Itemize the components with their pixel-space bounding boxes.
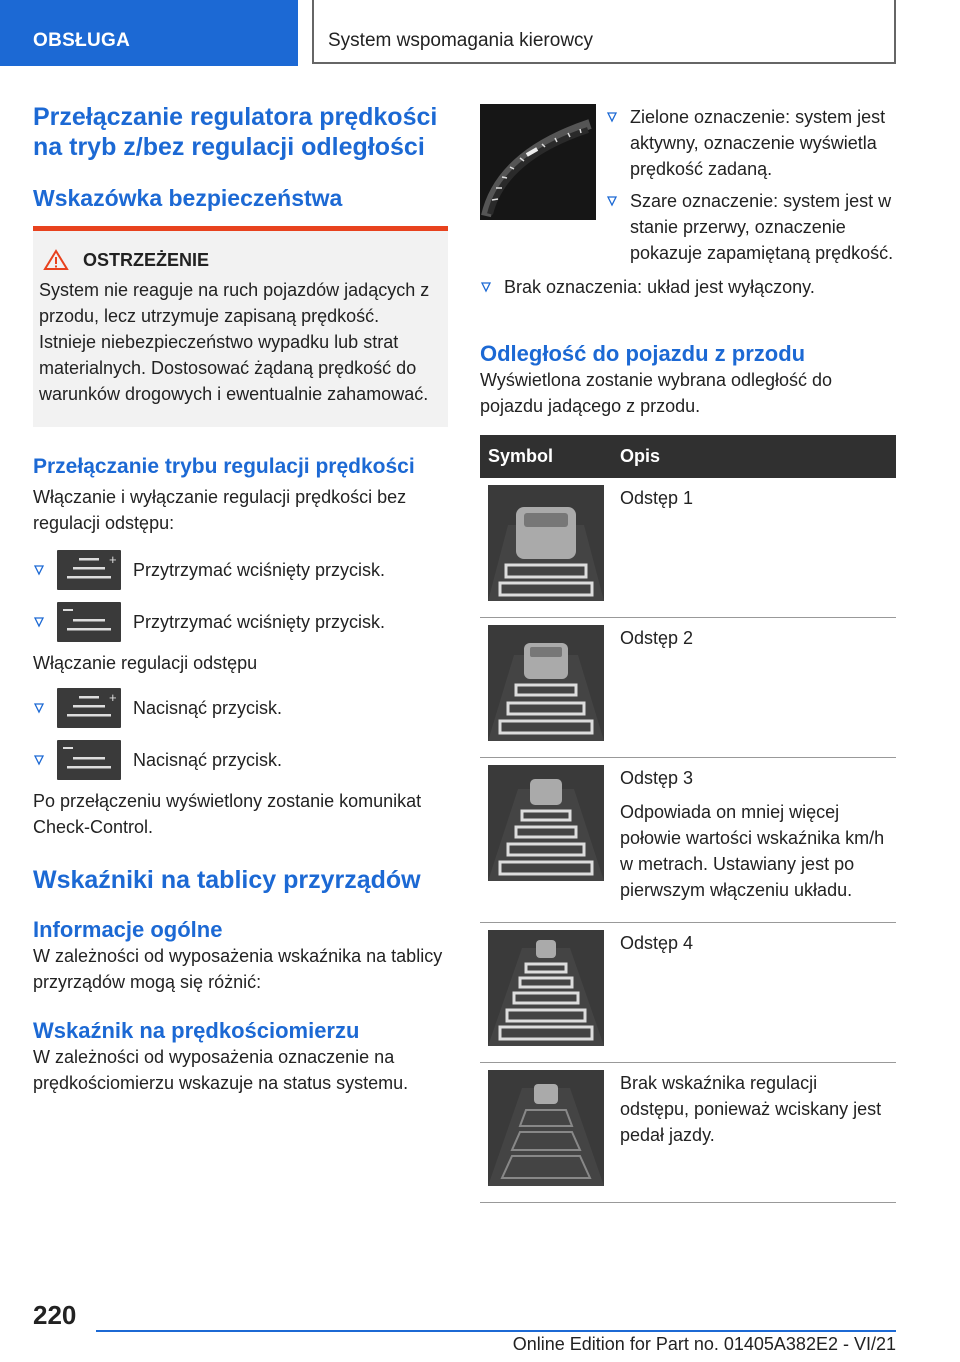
left-column [33,102,448,1096]
page-header [0,0,960,66]
distance-text: Wyświetlona zostanie wybrana odległość do pojazdu jadącego z przodu. [480,370,833,416]
list-item-text: Przytrzymać wciśnięty przycisk. [133,559,386,580]
distance-table [480,435,896,1203]
bullet-triangle-icon [33,564,57,576]
row-extra: Odpowiada on mniej więcej połowie wartości wskaźnika km/h w metrach. Ustawiany jest po pierwszym włączeniu układu. [620,802,885,900]
list-item-text: Przytrzymać wciśnięty przycisk. [133,611,386,632]
table-row [480,478,896,618]
list-item-text: Nacisnąć przycisk. [133,749,283,770]
switch-intro: Włączanie i wyłączanie regulacji prędkości bez regulacji odstępu: [33,487,407,533]
symbol-cell [480,618,612,758]
chapter-title: System wspomagania kierowcy [312,0,896,64]
bullet-triangle-icon [480,274,504,300]
table-header-row [480,435,896,478]
bullet-triangle-icon [33,616,57,628]
desc-cell [612,478,896,618]
list-item [33,598,448,646]
list-item-text: Zielone oznaczenie: system jest aktywny, oznaczenie wyświetla prędkość zadaną. [630,107,886,179]
warning-title [39,249,438,271]
distance-heading: Odległość do pojazdu z przodu [480,341,806,366]
page-number: 220 [33,1300,77,1330]
table-row [480,923,896,1063]
distance-minus-button-icon [57,740,121,780]
marks-list [606,104,896,266]
list-item [606,188,896,266]
table-row [480,758,896,923]
symbol-cell [480,478,612,618]
general-text: W zależności od wyposażenia wskaźnika na tablicy przyrządów mogą się różnić: [33,946,443,992]
bullet-triangle-icon [33,754,57,766]
symbol-cell [480,1063,612,1203]
after-switch-text: Po przełączeniu wyświetlony zostanie komunikat Check-Control. [33,791,422,837]
warning-triangle-icon [43,249,69,271]
list-item [33,546,448,594]
row-label: Odstęp 3 [620,768,694,788]
row-label: Odstęp 4 [620,933,694,953]
desc-cell [612,758,896,923]
symbol-cell [480,758,612,923]
desc-cell [612,1063,896,1203]
right-column [480,104,896,1203]
distance-plus-button-icon [57,550,121,590]
footer-divider [96,1330,896,1332]
distance-on-text: Włączanie regulacji odstępu [33,653,258,673]
row-label: Brak wskaźnika regulacji odstępu, ponieważ wciskany jest pedał jazdy. [620,1073,882,1145]
section-heading: Przełączanie regulatora prędkości na tryb z/bez regulacji odległości [33,103,438,161]
desc-cell [612,618,896,758]
warning-box [33,226,448,427]
distance-plus-button-icon [57,688,121,728]
speedometer-block [480,104,896,266]
list-item [480,274,896,300]
desc-cell [612,923,896,1063]
edition-text: Online Edition for Part no. 01405A382E2 - VI/21 [512,1334,896,1354]
warning-text: System nie reaguje na ruch pojazdów jadących z przodu, lecz utrzymuje zapisaną prędkość. Istnieje niebezpieczeństwo wypadku lub strat materialnych. Dostosować żądaną prędkość do warunków drogowych i ewentualnie zahamować. [39,280,430,404]
table-row [480,618,896,758]
distance-2-symbol-icon [488,625,604,741]
distance-minus-button-icon [57,602,121,642]
list-item [33,736,448,784]
bullet-triangle-icon [606,188,630,266]
speedometer-image [480,104,596,220]
list-item [33,684,448,732]
list-item-text: Brak oznaczenia: układ jest wyłączony. [504,277,815,297]
safety-heading: Wskazówka bezpieczeństwa [33,185,343,211]
bullet-triangle-icon [33,702,57,714]
switch-heading: Przełączanie trybu regulacji prędkości [33,455,415,478]
distance-4-symbol-icon [488,930,604,1046]
svg-text:+: + [109,552,117,567]
list-item-text: Nacisnąć przycisk. [133,697,283,718]
general-heading: Informacje ogólne [33,917,223,942]
table-row [480,1063,896,1203]
column-header-symbol: Symbol [480,435,612,478]
svg-text:+: + [109,690,117,705]
list-item [606,104,896,182]
warning-title-text: OSTRZEŻENIE [83,249,210,270]
indicators-heading: Wskaźniki na tablicy przyrządów [33,866,421,894]
distance-3-symbol-icon [488,765,604,881]
column-header-desc: Opis [612,435,896,478]
bullet-triangle-icon [606,104,630,182]
speedo-text: W zależności od wyposażenia oznaczenie na prędkościomierzu wskazuje na status systemu. [33,1047,409,1093]
speedo-heading: Wskaźnik na prędkościomierzu [33,1018,360,1043]
speedometer-arc-icon [480,104,596,220]
no-distance-symbol-icon [488,1070,604,1186]
row-label: Odstęp 1 [620,488,694,508]
distance-1-symbol-icon [488,485,604,601]
list-item-text: Szare oznaczenie: system jest w stanie przerwy, oznaczenie pokazuje zapamiętaną prędkość. [630,191,894,263]
section-tab: OBSŁUGA [0,0,298,66]
symbol-cell [480,923,612,1063]
row-label: Odstęp 2 [620,628,694,648]
